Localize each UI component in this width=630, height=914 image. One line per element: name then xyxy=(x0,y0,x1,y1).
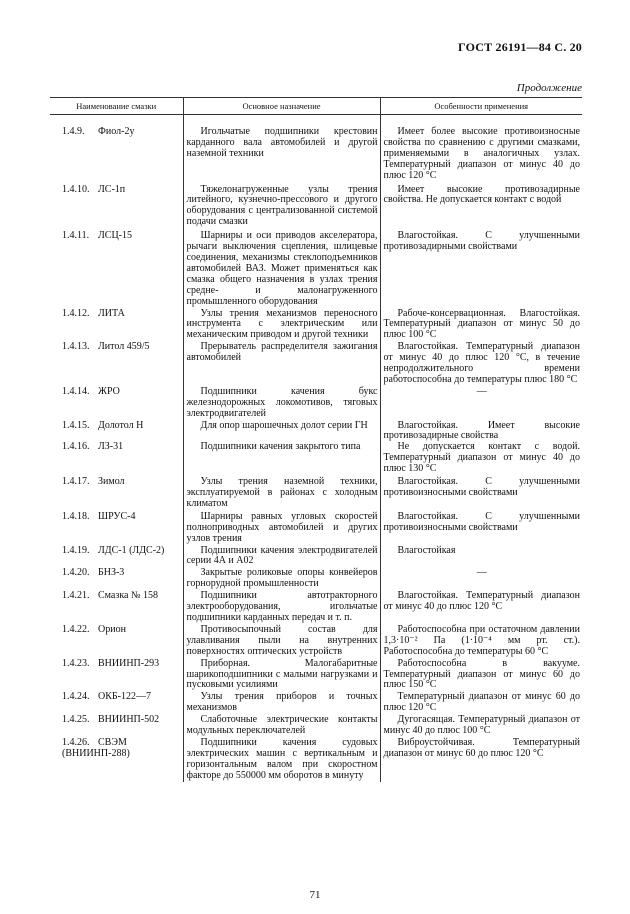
lubricant-name: Смазка № 158 xyxy=(98,590,159,602)
purpose-cell: Слаботочные электрические контакты модульных переключателей xyxy=(183,715,380,738)
purpose-cell: Игольчатые подшипники крестовин карданного вала автомобилей и другой наземной техники xyxy=(183,115,380,185)
lubricant-name: ЛДС-1 (ЛДС-2) xyxy=(98,544,165,556)
item-number: 1.4.23. xyxy=(62,657,90,669)
item-number: 1.4.18. xyxy=(62,510,90,522)
lubricant-name-cell xyxy=(50,591,183,625)
item-number: 1.4.10. xyxy=(62,183,90,195)
lubricant-name: Литол 459/5 xyxy=(98,341,150,353)
table-row xyxy=(50,591,582,625)
features-cell: Влагостойкая. Температурный диапазон от минус 40 до плюс 120 °C, в течение непродолжительного времени работоспособна до температуры плюс 180 °C xyxy=(380,342,582,387)
document-header: ГОСТ 26191—84 С. 20 xyxy=(458,40,582,54)
lubricant-name: БНЗ-3 xyxy=(98,567,125,579)
lubricant-name: ЛИТА xyxy=(98,307,125,319)
purpose-cell: Узлы трения приборов и точных механизмов xyxy=(183,692,380,715)
item-number: 1.4.12. xyxy=(62,307,90,319)
item-number: 1.4.21. xyxy=(62,590,90,602)
features-cell: Влагостойкая. Температурный диапазон от минус 40 до плюс 120 °C xyxy=(380,591,582,625)
purpose-cell: Узлы трения механизмов переносного инструмента с электрическим или механическим приводом и другой техники xyxy=(183,309,380,343)
lubricant-name: ЛСЦ-15 xyxy=(98,230,133,242)
purpose-cell: Приборная. Малогабаритные шарикоподшипники с малыми нагрузками и пусковыми усилиями xyxy=(183,659,380,693)
table-row xyxy=(50,477,582,512)
table-row xyxy=(50,115,582,185)
purpose-cell: Противосыпочный состав для улавливания пыли на внутренних поверхностях оптических устройств xyxy=(183,625,380,659)
lubricant-name-cell xyxy=(50,625,183,659)
purpose-cell: Подшипники качения закрытого типа xyxy=(183,442,380,477)
purpose-cell: Шарниры равных угловых скоростей полноприводных автомобилей и других узлов трения xyxy=(183,512,380,546)
lubricant-name: ШРУС-4 xyxy=(98,510,136,522)
features-cell: — xyxy=(380,568,582,591)
purpose-cell: Тяжелонагруженные узлы трения литейного, кузнечно-прессового и другого оборудования с централизованной системой подачи смазки xyxy=(183,185,380,232)
item-number: 1.4.19. xyxy=(62,544,90,556)
column-header-purpose: Основное назначение xyxy=(183,98,380,115)
features-cell: Имеет более высокие противоизносные свойства по сравнению с другими смазками, применяемыми в аналогичных узлах. Температурный диапазон от минус 40 до плюс 120 °C xyxy=(380,115,582,185)
lubricant-name: Фиол-2у xyxy=(98,126,135,137)
purpose-cell: Прерыватель распределителя зажигания автомобилей xyxy=(183,342,380,387)
features-cell: Влагостойкая xyxy=(380,546,582,569)
item-number: 1.4.24. xyxy=(62,691,90,703)
purpose-cell: Узлы трения наземной техники, эксплуатируемой в районах с холодным климатом xyxy=(183,477,380,512)
lubricant-name-cell xyxy=(50,342,183,387)
table-row xyxy=(50,231,582,308)
table-body xyxy=(50,115,582,782)
lubricant-name-cell xyxy=(50,115,183,185)
table-row xyxy=(50,442,582,477)
lubricant-name: ЛС-1п xyxy=(98,183,126,195)
features-cell: — xyxy=(380,387,582,421)
features-cell: Работоспособна при остаточном давлении 1,3·10⁻² Па (1·10⁻⁴ мм рт. ст.). Работоспособна до температуры 60 °C xyxy=(380,625,582,659)
features-cell: Влагостойкая. С улучшенными противоизносными свойствами xyxy=(380,512,582,546)
lubricant-name-cell xyxy=(50,185,183,232)
lubricant-name: ЛЗ-31 xyxy=(98,441,124,453)
lubricant-name-cell xyxy=(50,715,183,738)
lubricant-name: ЖРО xyxy=(98,385,120,397)
lubricant-name-cell xyxy=(50,387,183,421)
purpose-cell: Подшипники качения букс железнодорожных локомотивов, тяговых электродвигателей xyxy=(183,387,380,421)
column-header-name: Наименование смазки xyxy=(50,98,183,115)
purpose-cell: Шарниры и оси приводов акселератора, рычаги выключения сцепления, шлицевые соединения, механизмы стеклоподъемников автомобилей ВАЗ. Может применяться как смазка общего назначения в узлах трения средне- и малонагруженного промышленного оборудования xyxy=(183,231,380,308)
item-number: 1.4.15. xyxy=(62,419,90,431)
lubricant-name: ВНИИНП-502 xyxy=(98,714,160,726)
features-cell: Влагостойкая. С улучшенными противоизносными свойствами xyxy=(380,477,582,512)
lubricant-name: Орион xyxy=(98,623,126,635)
lubricant-name-cell xyxy=(50,568,183,591)
lubricants-table xyxy=(50,97,582,782)
lubricant-name-cell xyxy=(50,546,183,569)
purpose-cell: Подшипники качения электродвигателей серии 4А и А02 xyxy=(183,546,380,569)
table-row xyxy=(50,692,582,715)
column-header-features: Особенности применения xyxy=(380,98,582,115)
features-cell: Рабоче-консервационная. Влагостойкая. Температурный диапазон от минус 50 до плюс 100 °C xyxy=(380,309,582,343)
lubricant-name-cell xyxy=(50,442,183,477)
lubricant-name: Зимол xyxy=(98,476,125,488)
features-cell: Виброустойчивая. Температурный диапазон от минус 60 до плюс 120 °C xyxy=(380,738,582,782)
lubricant-name-cell xyxy=(50,659,183,693)
features-cell: Имеет высокие противозадирные свойства. Не допускается контакт с водой xyxy=(380,185,582,232)
lubricant-name-cell xyxy=(50,692,183,715)
table-row xyxy=(50,421,582,443)
table-row xyxy=(50,387,582,421)
features-cell: Дугогасящая. Температурный диапазон от минус 40 до плюс 100 °C xyxy=(380,715,582,738)
table-row xyxy=(50,659,582,693)
lubricant-name-cell xyxy=(50,738,183,782)
table-row xyxy=(50,309,582,343)
features-cell: Не допускается контакт с водой. Температурный диапазон от минус 40 до плюс 130 °C xyxy=(380,442,582,477)
item-number: 1.4.16. xyxy=(62,441,90,453)
table-row xyxy=(50,568,582,591)
features-cell: Влагостойкая. С улучшенными противозадирными свойствами xyxy=(380,231,582,308)
table-row xyxy=(50,625,582,659)
purpose-cell: Подшипники качения судовых электрических машин с вертикальным и горизонтальным валом при скоростном факторе до 550000 мм оборотов в минуту xyxy=(183,738,380,782)
purpose-cell: Для опор шарошечных долот серии ГН xyxy=(183,421,380,443)
lubricant-name: ОКБ-122—7 xyxy=(98,691,151,703)
item-number: 1.4.9. xyxy=(62,126,85,137)
table-row xyxy=(50,738,582,782)
item-number: 1.4.26. xyxy=(62,736,90,748)
lubricant-name-cell xyxy=(50,231,183,308)
features-cell: Температурный диапазон от минус 60 до плюс 120 °C xyxy=(380,692,582,715)
item-number: 1.4.14. xyxy=(62,385,90,397)
item-number: 1.4.11. xyxy=(62,230,90,242)
item-number: 1.4.13. xyxy=(62,341,90,353)
purpose-cell: Закрытые роликовые опоры конвейеров горнорудной промышленности xyxy=(183,568,380,591)
table-row xyxy=(50,715,582,738)
table-row xyxy=(50,342,582,387)
table-row xyxy=(50,546,582,569)
lubricant-name-cell xyxy=(50,421,183,443)
item-number: 1.4.22. xyxy=(62,623,90,635)
item-number: 1.4.17. xyxy=(62,476,90,488)
continuation-label: Продолжение xyxy=(516,82,582,94)
lubricant-name-cell xyxy=(50,477,183,512)
features-cell: Влагостойкая. Имеет высокие противозадирные свойства xyxy=(380,421,582,443)
features-cell: Работоспособна в вакууме. Температурный диапазон от минус 60 до плюс 150 °C xyxy=(380,659,582,693)
lubricant-name: СВЭМ (ВНИИНП-288) xyxy=(62,736,130,759)
item-number: 1.4.20. xyxy=(62,567,90,579)
table-header-row xyxy=(50,98,582,115)
lubricant-name-cell xyxy=(50,309,183,343)
purpose-cell: Подшипники автотракторного электрооборудования, игольчатые подшипники карданных передач и т. п. xyxy=(183,591,380,625)
table-row xyxy=(50,185,582,232)
lubricant-name-cell xyxy=(50,512,183,546)
item-number: 1.4.25. xyxy=(62,714,90,726)
lubricant-name: Долотол Н xyxy=(98,419,144,431)
page-number: 71 xyxy=(309,889,321,901)
table-row xyxy=(50,512,582,546)
lubricant-name: ВНИИНП-293 xyxy=(98,657,160,669)
